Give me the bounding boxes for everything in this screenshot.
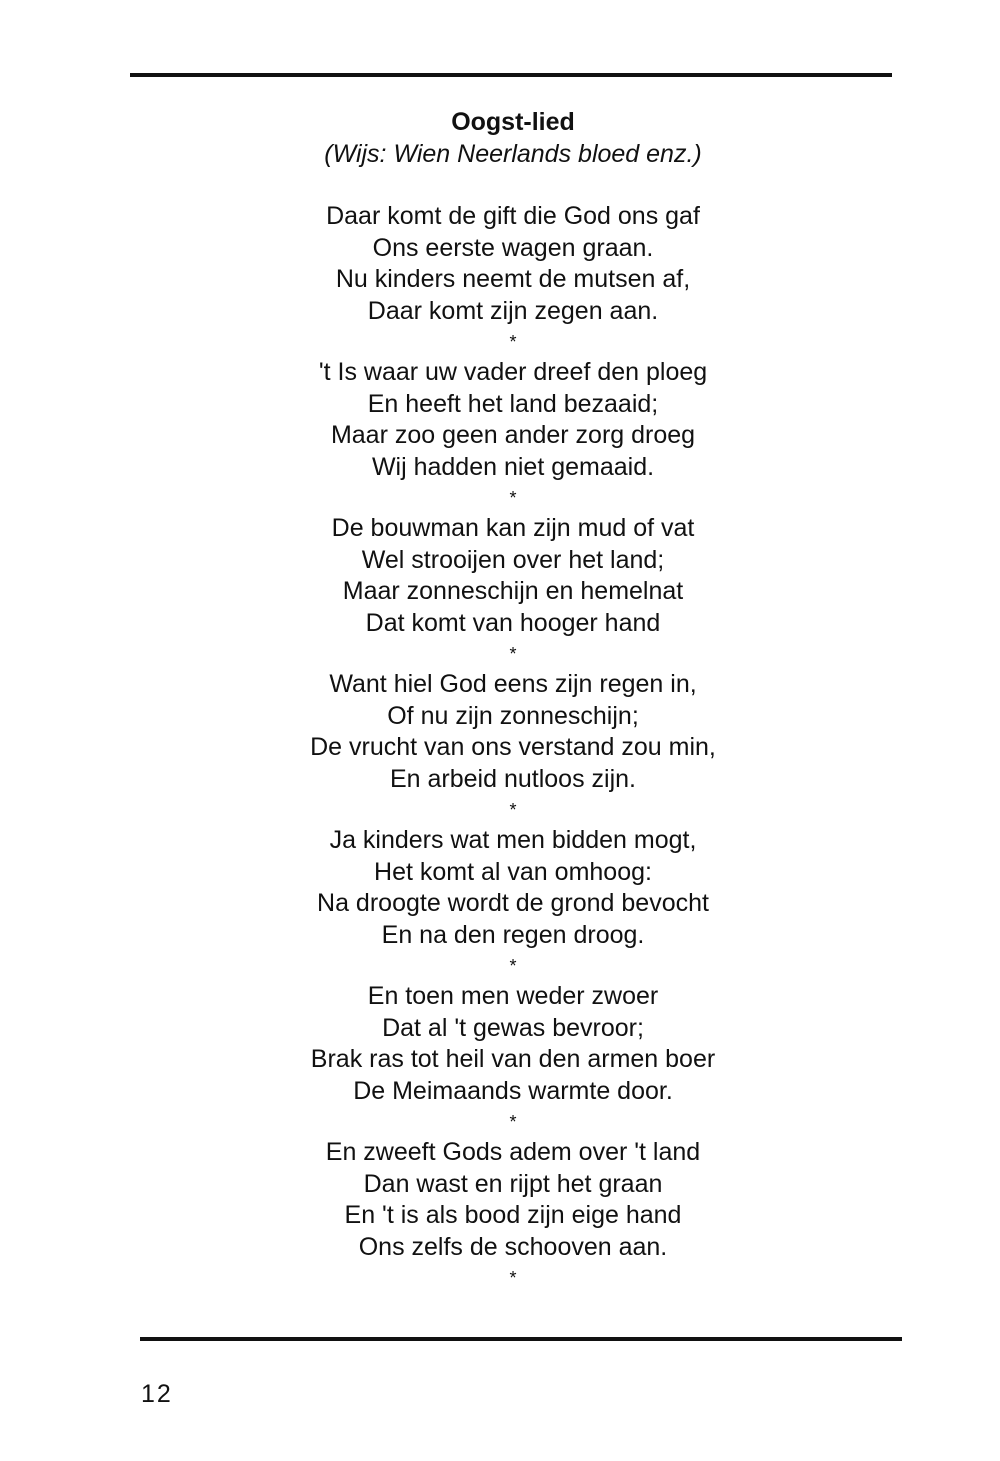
verse-line: Ons eerste wagen graan.: [372, 233, 654, 262]
poem-subtitle: (Wijs: Wien Neerlands bloed enz.): [324, 140, 702, 168]
verse-line: Wel strooijen over het land;: [361, 545, 665, 574]
verse-line: Ja kinders wat men bidden mogt,: [329, 826, 697, 854]
verse-line: Ons zelfs de schooven aan.: [358, 1232, 668, 1261]
verse-line: Dat komt van hooger hand: [365, 608, 661, 637]
verse-line: De Meimaands warmte door.: [353, 1076, 673, 1105]
verse-line: De vrucht van ons verstand zou min,: [310, 733, 716, 761]
verse-line: Brak ras tot heil van den armen boer: [310, 1045, 716, 1073]
verse-line: Maar zonneschijn en hemelnat: [342, 577, 684, 605]
bottom-rule: [140, 1337, 902, 1341]
verse-line: En arbeid nutloos zijn.: [390, 764, 636, 793]
stanza-separator: *: [509, 332, 517, 352]
stanza-separator: *: [509, 644, 517, 664]
verse-line: Want hiel God eens zijn regen in,: [329, 670, 697, 698]
poem-title: Oogst-lied: [451, 108, 575, 136]
verse-line: En zweeft Gods adem over 't land: [325, 1138, 701, 1166]
verse-line: Maar zoo geen ander zorg droeg: [330, 421, 696, 449]
verse-line: Het komt al van omhoog:: [374, 857, 652, 886]
stanza-separator: *: [509, 956, 517, 976]
stanza: [0, 357, 1000, 483]
stanza: [0, 201, 1000, 327]
stanza: [0, 1137, 1000, 1263]
verse-line: Nu kinders neemt de mutsen af,: [335, 265, 691, 293]
poem: [0, 106, 1000, 1293]
verse-line: Wij hadden niet gemaaid.: [371, 452, 655, 481]
verse-line: De bouwman kan zijn mud of vat: [331, 514, 695, 542]
verse-line: Dan wast en rijpt het graan: [363, 1169, 663, 1198]
stanza-separator: *: [509, 800, 517, 820]
stanza: [0, 981, 1000, 1107]
verse-line: Dat al 't gewas bevroor;: [382, 1013, 644, 1042]
stanza: [0, 825, 1000, 951]
verse-line: Daar komt zijn zegen aan.: [367, 296, 659, 325]
verse-line: En toen men weder zwoer: [367, 982, 659, 1010]
stanza: [0, 513, 1000, 639]
stanza: [0, 669, 1000, 795]
verse-line: 't Is waar uw vader dreef den ploeg: [318, 358, 708, 386]
stanza-separator: *: [509, 1112, 517, 1132]
stanza-separator: *: [509, 1268, 517, 1288]
verse-line: Daar komt de gift die God ons gaf: [326, 202, 700, 230]
top-rule: [130, 73, 892, 77]
stanza-separator: *: [509, 488, 517, 508]
page-number: 12: [141, 1380, 173, 1408]
verse-line: Of nu zijn zonneschijn;: [387, 701, 639, 730]
verse-line: En na den regen droog.: [381, 920, 645, 949]
verse-line: Na droogte wordt de grond bevocht: [317, 889, 709, 917]
verse-line: En 't is als bood zijn eige hand: [344, 1201, 682, 1229]
verse-line: En heeft het land bezaaid;: [367, 389, 659, 418]
